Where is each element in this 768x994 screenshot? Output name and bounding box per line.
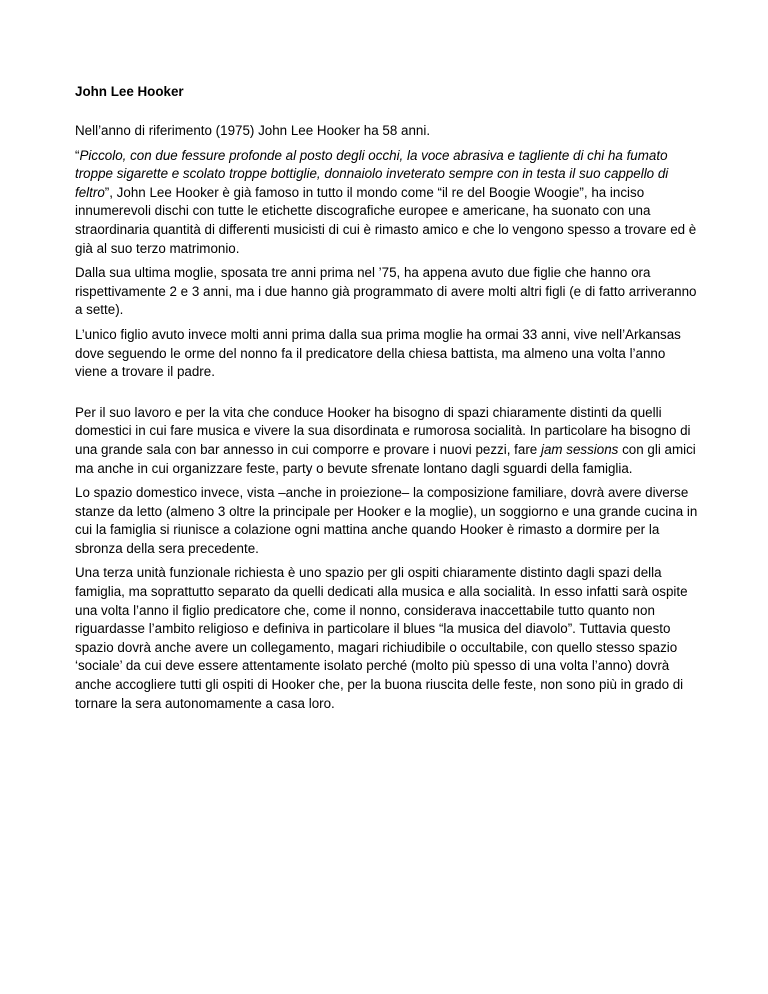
paragraph-p6 xyxy=(75,484,700,558)
document-title: John Lee Hooker xyxy=(75,84,184,99)
text-run: ”, John Lee Hooker è già famoso in tutto il mondo come “il re del Boogie Woogie”, ha inciso innumerevoli dischi con tutte le etichette discografiche europee e americane, ha suonato con una straordinaria quantità di differenti musicisti di cui è rimasto amico e che lo vengono spesso a trovare ed è già al suo terzo matrimonio. xyxy=(75,184,697,256)
paragraph-p1 xyxy=(75,122,700,141)
paragraph-p3 xyxy=(75,264,700,320)
text-run: Lo spazio domestico invece, vista –anche in proiezione– la composizione familiare, dovrà avere diverse stanze da letto (almeno 3 oltre la principale per Hooker e la moglie), un soggiorno e una grande cucina in cui la famiglia si riunisce a colazione ogni mattina anche quando Hooker è rimasto a dormire per la sbronza della sera precedente. xyxy=(75,485,698,556)
italic-text-run: jam sessions xyxy=(540,441,619,457)
text-run: “ xyxy=(75,147,80,163)
text-run: L’unico figlio avuto invece molti anni prima dalla sua prima moglie ha ormai 33 anni, vive nell’Arkansas dove seguendo le orme del nonno fa il predicatore della chiesa battista, ma almeno una volta l’anno viene a trovare il padre. xyxy=(75,326,681,380)
paragraph-p5 xyxy=(75,404,700,478)
text-run: Per il suo lavoro e per la vita che conduce Hooker ha bisogno di spazi chiaramente distinti da quelli domestici in cui fare musica e vivere la sua disordinata e rumorosa socialità. In particolare ha bisogno di una grande sala con bar annesso in cui comporre e provare i nuovi pezzi, fare xyxy=(75,404,691,457)
text-run: Una terza unità funzionale richiesta è uno spazio per gli ospiti chiaramente distinto dagli spazi della famiglia, ma soprattutto separato da quelli dedicati alla musica e alla socialità. In esso infatti sarà ospite una volta l’anno il figlio predicatore che, come il nonno, considerava inaccettabile tutto quanto non riguardasse l’ambito religioso e definiva in particolare il blues “la musica del diavolo”. Tuttavia questo spazio dovrà anche avere un collegamento, magari richiudibile o occultabile, con quello stesso spazio ‘sociale’ da cui deve essere attentamente isolato perché (molto più spesso di una volta l’anno) dovrà anche accogliere tutti gli ospiti di Hooker che, per la buona riuscita delle feste, non sono più in grado di tornare la sera autonomamente a casa loro. xyxy=(75,565,688,711)
italic-text-run: Piccolo, con due fessure profonde al posto degli occhi, la voce abrasiva e tagliente di chi ha fumato troppe sigarette e scolato troppe bottiglie, donnaiolo inveterato sempre con in testa il suo cappello di feltro xyxy=(75,147,669,200)
paragraph-p4 xyxy=(75,326,700,382)
paragraph-p7 xyxy=(75,564,700,713)
text-run: con gli amici ma anche in cui organizzare feste, party o bevute sfrenate lontano dagli sguardi della famiglia. xyxy=(75,441,696,476)
text-run: Nell’anno di riferimento (1975) John Lee Hooker ha 58 anni. xyxy=(75,123,431,138)
text-run: Dalla sua ultima moglie, sposata tre anni prima nel ’75, ha appena avuto due figlie che hanno ora rispettivamente 2 e 3 anni, ma i due hanno già programmato di avere molti altri figli (e di fatto arriveranno a sette). xyxy=(75,265,697,318)
document-body xyxy=(75,122,700,719)
paragraph-p2 xyxy=(75,147,700,259)
